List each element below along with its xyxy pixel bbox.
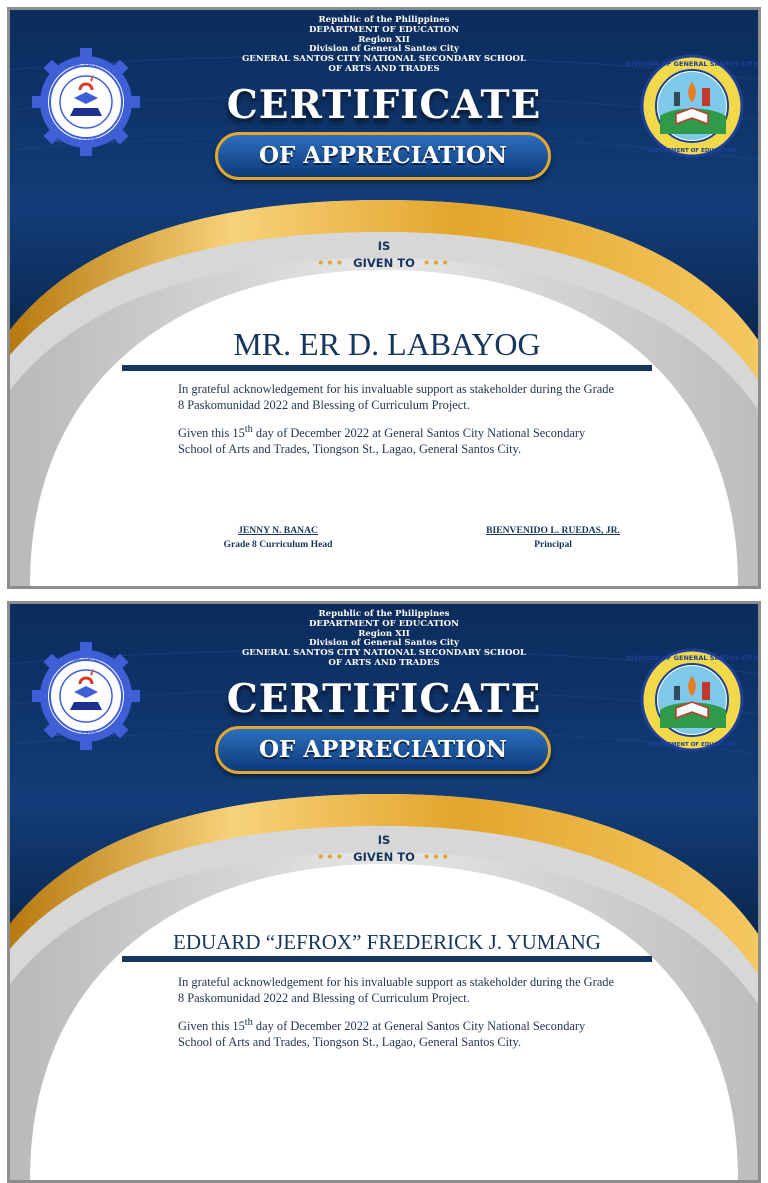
given-date-paragraph: Given this 15th day of December 2022 at General Santos City National Secondary School of Arts and Trades, Tiongson St., Lagao, General Santos City. (178, 1017, 586, 1050)
recipient-name: EDUARD “JEFROX” FREDERICK J. YUMANG (173, 930, 601, 954)
svg-text:GENERAL SANTOS CITY: GENERAL SANTOS CITY (53, 732, 119, 738)
header-line-2: DEPARTMENT OF EDUCATION (308, 618, 460, 629)
certificate-subtitle: OF APPRECIATION (215, 132, 551, 180)
svg-text:NATIONAL SECONDARY: NATIONAL SECONDARY (54, 657, 118, 663)
certificate-title: CERTIFICATE (226, 82, 542, 128)
certificate-body (178, 381, 614, 466)
signatory-2-role: Principal (534, 539, 572, 550)
signatory-1-name: JENNY N. BANAC (238, 525, 318, 536)
dots-left-icon: ••• (317, 256, 346, 270)
svg-text:DEPARTMENT OF EDUCATION: DEPARTMENT OF EDUCATION (647, 742, 737, 748)
signatory-1 (208, 524, 348, 552)
svg-text:DEPARTMENT OF EDUCATION: DEPARTMENT OF EDUCATION (647, 148, 737, 154)
name-underline (122, 956, 652, 962)
signatory-2-name: BIENVENIDO L. RUEDAS, JR. (486, 525, 620, 536)
svg-text:GENERAL SANTOS CITY: GENERAL SANTOS CITY (53, 138, 119, 144)
signatory-2 (468, 524, 638, 552)
header-line-4: Division of General Santos City (309, 44, 459, 55)
given-to-label: GIVEN TO (353, 850, 415, 864)
dots-right-icon: ••• (422, 850, 451, 864)
svg-text:DIVISION OF GENERAL SANTOS CIT: DIVISION OF GENERAL SANTOS CITY (625, 654, 759, 662)
certificate-subtitle: OF APPRECIATION (215, 726, 551, 774)
acknowledgement-paragraph: In grateful acknowledgement for his invaluable support as stakeholder during the Grade 8 Paskomunidad 2022 and Blessing of Curriculum Project. (178, 382, 614, 412)
header-line-3: Region XII (358, 34, 410, 45)
dots-left-icon: ••• (317, 850, 346, 864)
given-to-block (10, 238, 758, 272)
certificate-title: CERTIFICATE (226, 676, 542, 722)
certificate-body (178, 974, 614, 1059)
signatory-1-role: Grade 8 Curriculum Head (223, 539, 333, 550)
svg-text:NATIONAL SECONDARY: NATIONAL SECONDARY (54, 63, 118, 69)
header-line-1: Republic of the Philippines (318, 15, 450, 25)
header-line-3: Region XII (358, 628, 410, 639)
header-line-1: Republic of the Philippines (318, 609, 450, 619)
header-line-6: OF ARTS AND TRADES (328, 63, 440, 74)
header-line-5: GENERAL SANTOS CITY NATIONAL SECONDARY SCHOOL (241, 54, 527, 65)
is-label: IS (377, 239, 391, 253)
is-label: IS (377, 833, 391, 847)
certificate-1 (7, 7, 761, 589)
header-line-5: GENERAL SANTOS CITY NATIONAL SECONDARY SCHOOL (241, 648, 527, 659)
certificate-2 (7, 601, 761, 1183)
header-line-4: Division of General Santos City (309, 638, 459, 649)
given-date-paragraph: Given this 15th day of December 2022 at General Santos City National Secondary School of Arts and Trades, Tiongson St., Lagao, General Santos City. (178, 424, 586, 457)
name-underline (122, 365, 652, 371)
given-to-label: GIVEN TO (353, 256, 415, 270)
svg-text:DIVISION OF GENERAL SANTOS CIT: DIVISION OF GENERAL SANTOS CITY (625, 60, 759, 68)
acknowledgement-paragraph: In grateful acknowledgement for his invaluable support as stakeholder during the Grade 8 Paskomunidad 2022 and Blessing of Curriculum Project. (178, 975, 614, 1005)
dots-right-icon: ••• (422, 256, 451, 270)
recipient-name: MR. ER D. LABAYOG (233, 326, 541, 362)
header-line-2: DEPARTMENT OF EDUCATION (308, 24, 460, 35)
given-to-block (10, 832, 758, 866)
header-line-6: OF ARTS AND TRADES (328, 657, 440, 668)
